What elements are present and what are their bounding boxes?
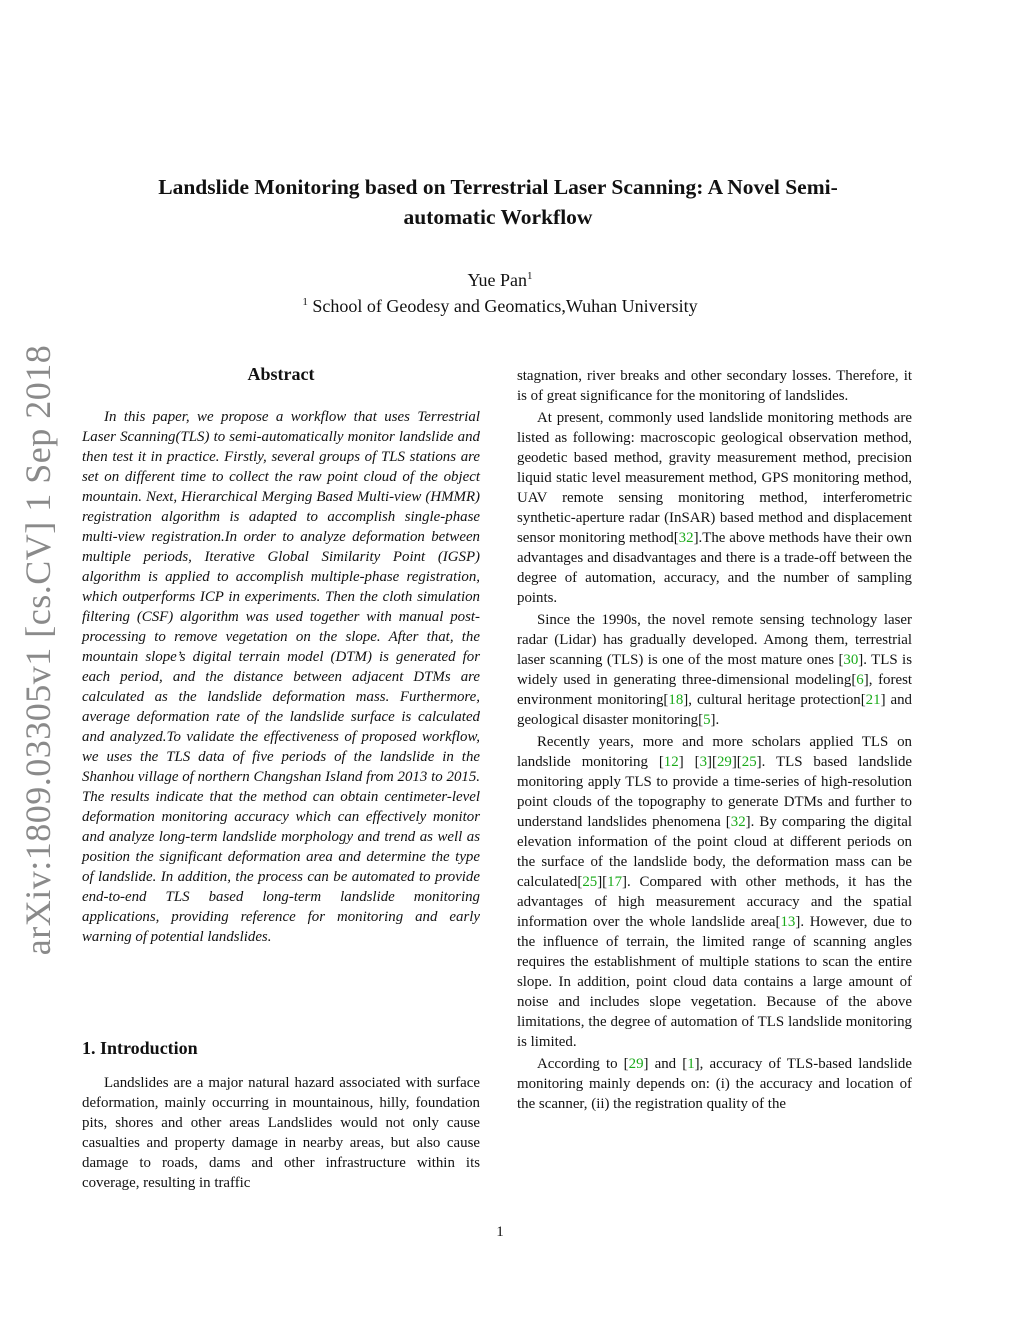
affiliation-superscript: 1 <box>302 296 308 308</box>
paper-title: Landslide Monitoring based on Terrestrial Laser Scanning: A Novel Semi-automatic Workflow <box>158 175 838 229</box>
intro-paragraph: Landslides are a major natural hazard associated with surface deformation, mainly occurring in mountainous, hilly, foundation pits, shores and other areas Landslides would not only cause casualties and property damage in nearby areas, but also cause damage to roads, dams and other infrastructure within its coverage, resulting in traffic <box>82 1075 480 1191</box>
citation-link[interactable]: 32 <box>678 530 694 546</box>
page-number: 1 <box>496 1224 504 1240</box>
citation-link[interactable]: 18 <box>668 692 684 708</box>
citation-link[interactable]: 13 <box>780 914 796 930</box>
abstract-text: In this paper, we propose a workflow that uses Terrestrial Laser Scanning(TLS) to semi-automatically monitor landslide and then test it in practice. Firstly, several groups of TLS stations are set on different time to collect the raw point cloud of the object mountain. Next, Hierarchical Merging Based Multi-view (HMMR) registration algorithm is adapted to accomplish single-phase multi-view registration.In order to analyze deformation between multiple periods, Iterative Global Similarity Point (IGSP) algorithm is applied to accomplish multiple-phase registration, which outperforms ICP in experiments. Then the cloth simulation filtering (CSF) algorithm was used together with manual post-processing to remove vegetation on the slope. After that, the mountain slope’s digital terrain model (DTM) is generated for each period, and the distance between adjacent DTMs are calculated as the landslide deformation mass. Furthermore, average deformation rate of the landslide surface is calculated and analyzed.To validate the effectiveness of proposed workflow, we uses the TLS data of five periods of the landslide in the Shanhou village of northern Changshan Island from 2013 to 2015. The results indicate that the method can obtain centimeter-level deformation monitoring accuracy which can effectively monitor and analyze long-term landslide morphology and trend as well as position the significant deformation area and determine the type of landslide. In addition, the process can be automated to provide end-to-end TLS based long-term landslide monitoring applications, providing reference for monitoring and early warning of potential landslides. <box>82 409 480 945</box>
author-line <box>0 268 1000 292</box>
section-heading-introduction: 1. Introduction <box>82 1038 198 1058</box>
citation-link[interactable]: 29 <box>716 754 732 770</box>
affiliation: School of Geodesy and Geomatics,Wuhan University <box>312 296 698 316</box>
citation-link[interactable]: 32 <box>730 814 746 830</box>
citation-link[interactable]: 17 <box>607 874 623 890</box>
author-name: Yue Pan <box>467 270 527 290</box>
paragraph-accuracy: According to [29] and [1], accuracy of TLS-based landslide monitoring mainly depends on: (i) the accuracy and location of the scanner, (ii) the registration quality of the <box>517 1056 912 1112</box>
affiliation-line <box>0 294 1000 318</box>
citation-link[interactable]: 25 <box>741 754 757 770</box>
paragraph-tls-landslide: Recently years, more and more scholars applied TLS on landslide monitoring [12] [3][29][25]. TLS based landslide monitoring apply TLS to provide a time-series of high-resolution point clouds of the topography to generate DTMs and further to understand landslides phenomena [32]. By comparing the digital elevation information of the point cloud at different periods on the surface of the landslide body, the deformation mass can be calculated[25][17]. Compared with other methods, it has the advantages of high measurement accuracy and the spatial information over the whole landslide area[13]. However, due to the influence of terrain, the limited range of scanning angles requires the establishment of multiple stations to scan the entire slope. In addition, point cloud data contains a large amount of noise and includes slope vegetation. Because of the above limitations, the degree of automation of TLS landslide monitoring is limited. <box>517 734 913 1050</box>
author-superscript: 1 <box>527 270 533 282</box>
paragraph-lidar: Since the 1990s, the novel remote sensing technology laser radar (Lidar) has gradually developed. Among them, terrestrial laser scanning (TLS) is one of the most mature ones [30]. TLS is widely used in generating three-dimensional modeling[6], forest environment monitoring[18], cultural heritage protection[21] and geological disaster monitoring[5]. <box>517 612 913 728</box>
citation-link[interactable]: 3 <box>699 754 708 770</box>
citation-link[interactable]: 25 <box>582 874 598 890</box>
paragraph-methods: At present, commonly used landslide monitoring methods are listed as following: macroscopic geological observation method, geodetic based method, gravity measurement method, precision liquid static level measurement method, GPS monitoring method, UAV remote sensing monitoring method, interferometric synthetic-aperture radar (InSAR) based method and displacement sensor monitoring method[32].The above methods have their own advantages and disadvantages and there is a trade-off between the degree of automation, accuracy, and the number of sampling points. <box>517 410 912 606</box>
citation-link[interactable]: 21 <box>865 692 881 708</box>
citation-link[interactable]: 6 <box>856 672 864 688</box>
abstract-heading: Abstract <box>247 364 315 384</box>
paragraph-continuation: stagnation, river breaks and other secondary losses. Therefore, it is of great significance for the monitoring of landslides. <box>517 368 912 404</box>
citation-link[interactable]: 29 <box>628 1056 644 1072</box>
right-column <box>517 366 912 1116</box>
arxiv-identifier: arXiv:1809.03305v1 [cs.CV] 1 Sep 2018 <box>18 344 59 956</box>
citation-link[interactable]: 30 <box>843 652 859 668</box>
arxiv-sidebar <box>8 344 68 956</box>
citation-link[interactable]: 12 <box>663 754 679 770</box>
citation-link[interactable]: 1 <box>687 1056 695 1072</box>
citation-link[interactable]: 5 <box>703 712 711 728</box>
